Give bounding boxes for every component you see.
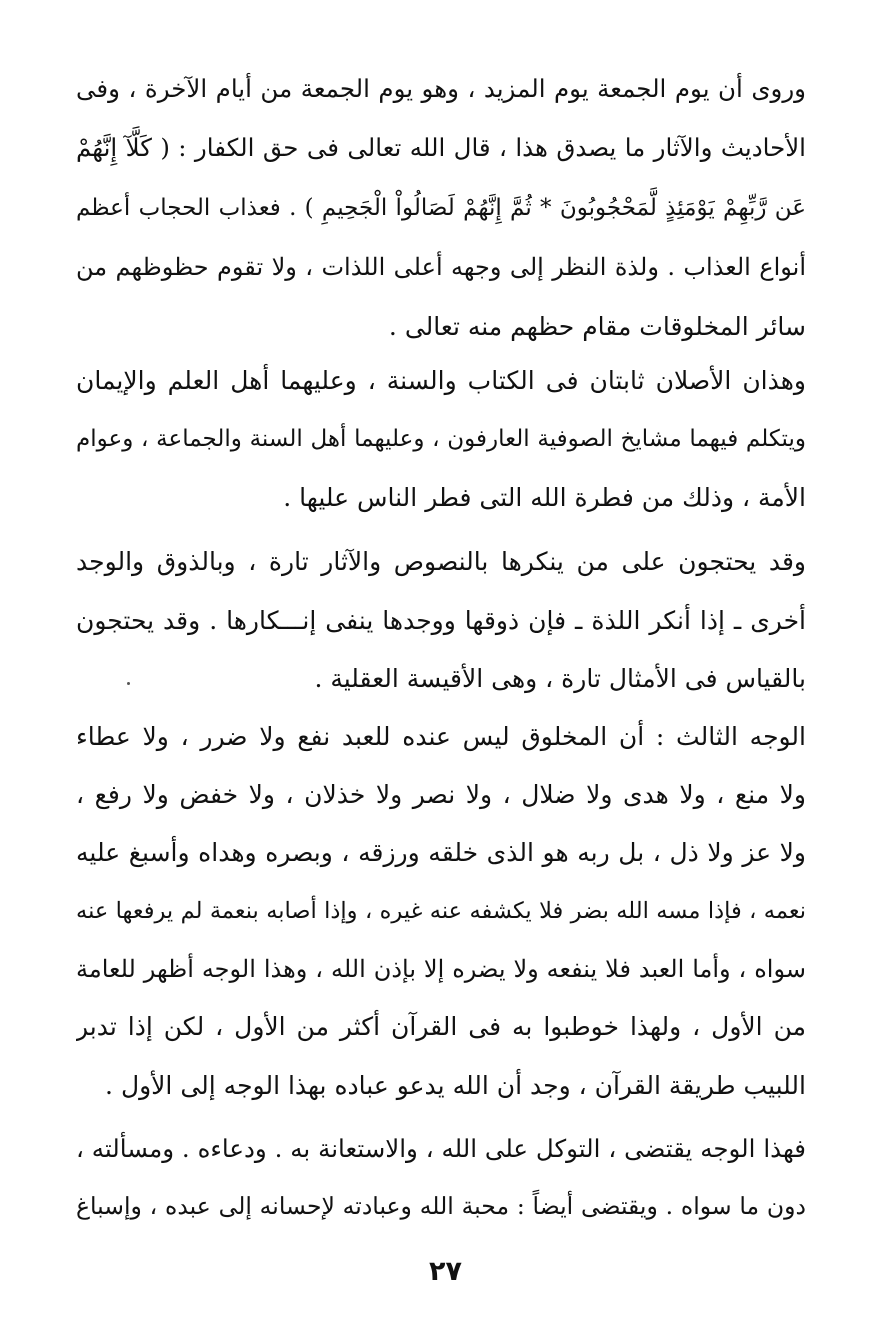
text-line: فهذا الوجه يقتضى ، التوكل على الله ، والاستعانة به . ودعاءه . ومسألته ، xyxy=(76,1134,806,1163)
text-line: الأمة ، وذلك من فطرة الله التى فطر الناس عليها . xyxy=(283,483,806,512)
text-line: وهذان الأصلان ثابتان فى الكتاب والسنة ، وعليهما أهل العلم والإيمان xyxy=(76,366,806,395)
text-line: أخرى ـ إذا أنكر اللذة ـ فإن ذوقها ووجدها ينفى إنـــكارها . وقد يحتجون xyxy=(76,606,806,635)
text-line: الوجه الثالث : أن المخلوق ليس عنده للعبد نفع ولا ضرر ، ولا عطاء xyxy=(76,722,806,751)
text-line: سواه ، وأما العبد فلا ينفعه ولا يضره إلا بإذن الله ، وهذا الوجه أظهر للعامة xyxy=(76,955,806,983)
page-number: ٢٧ xyxy=(429,1256,462,1287)
quran-verse-line: عَن رَّبِّهِمْ يَوْمَئِذٍ لَّمَحْجُوبُونَ * ثُمَّ إِنَّهُمْ لَصَالُواْ الْجَحِيمِ ) . فعذاب الحجاب أعظم xyxy=(76,195,806,221)
text-line: وقد يحتجون على من ينكرها بالنصوص والآثار تارة ، وبالذوق والوجد xyxy=(76,547,806,576)
text-line: ولا منع ، ولا هدى ولا ضلال ، ولا نصر ولا خذلان ، ولا خفض ولا رفع ، xyxy=(76,780,806,809)
text-line: من الأول ، ولهذا خوطبوا به فى القرآن أكثر من الأول ، لكن إذا تدبر xyxy=(76,1012,806,1041)
text-line: الأحاديث والآثار ما يصدق هذا ، قال الله تعالى فى حق الكفار : ( كَلَّآ إِنَّهُمْ xyxy=(76,133,806,162)
text-line: سائر المخلوقات مقام حظهم منه تعالى . xyxy=(388,312,806,341)
text-line: دون ما سواه . ويقتضى أيضاً : محبة الله وعبادته لإحسانه إلى عبده ، وإسباغ xyxy=(76,1192,806,1220)
text-line: اللبيب طريقة القرآن ، وجد أن الله يدعو عباده بهذا الوجه إلى الأول . xyxy=(105,1071,806,1100)
text-line: نعمه ، فإذا مسه الله بضر فلا يكشفه عنه غيره ، وإذا أصابه بنعمة لم يرفعها عنه xyxy=(76,898,806,924)
scan-speck xyxy=(127,682,130,685)
text-line: أنواع العذاب . ولذة النظر إلى وجهه أعلى اللذات ، ولا تقوم حظوظهم من xyxy=(76,253,806,281)
text-line: ويتكلم فيهما مشايخ الصوفية العارفون ، وعليهما أهل السنة والجماعة ، وعوام xyxy=(76,426,806,452)
text-line: ولا عز ولا ذل ، بل ربه هو الذى خلقه ورزقه ، وبصره وهداه وأسبغ عليه xyxy=(76,838,806,867)
text-line: بالقياس فى الأمثال تارة ، وهى الأقيسة العقلية . xyxy=(314,664,806,693)
text-line: وروى أن يوم الجمعة يوم المزيد ، وهو يوم الجمعة من أيام الآخرة ، وفى xyxy=(76,74,806,103)
